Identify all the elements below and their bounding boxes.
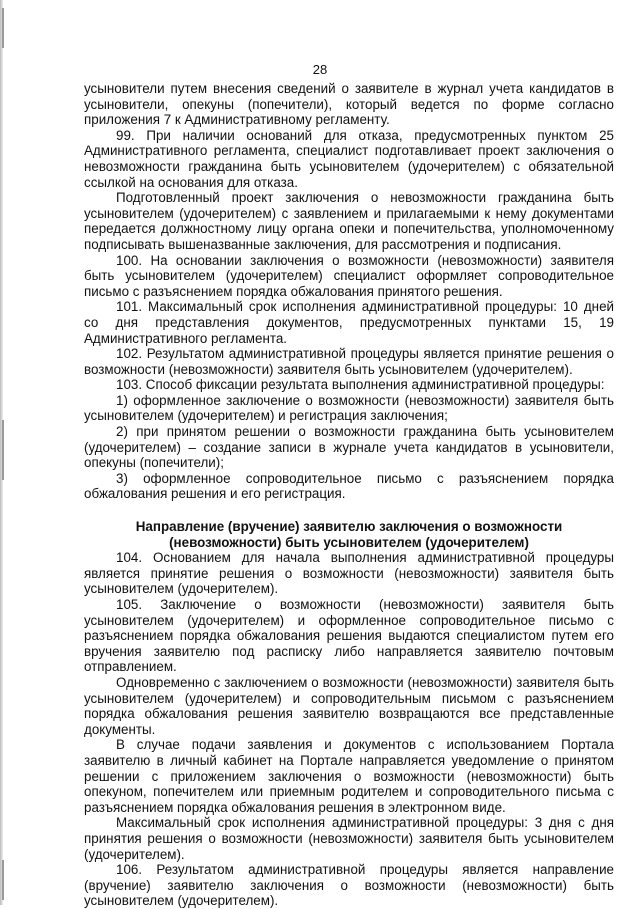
paragraph-105: 105. Заключение о возможности (невозможности) заявителя быть усыновителем (удочерителем) и оформленное сопроводительное письмо с разъяснением порядка обжалования решения выдаются специалистом путем его вручения заявителю под расписку либо направляется заявителю почтовым отправлением. — [84, 597, 614, 675]
list-item-1: 1) оформленное заключение о возможности (невозможности) заявителя быть усыновителем (удочерителем) и регистрация заключения; — [84, 392, 614, 424]
paragraph-105-portal: В случае подачи заявления и документов с использованием Портала заявителю в личный кабинет на Портале направляется уведомление о принятом решении с приложением заключения о возможности (невозможности) быть опекуном, попечителем или приемным родителем и сопроводительного письма с разъяснением порядка обжалования решения в электронном виде. — [84, 737, 614, 815]
paragraph-continuation: усыновители путем внесения сведений о заявителе в журнал учета кандидатов в усыновители, опекуны (попечители), который ведется по форме согласно приложения 7 к Административному регламенту. — [84, 81, 614, 128]
paragraph-100: 100. На основании заключения о возможности (невозможности) заявителя быть усыновителем (удочерителем) специалист оформляет сопроводительное письмо с разъяснением порядка обжалования принятого решения. — [84, 252, 614, 299]
paragraph-105-return-docs: Одновременно с заключением о возможности (невозможности) заявителя быть усыновителем (удочерителем) и сопроводительным письмом с разъяснением порядка обжалования решения заявителю возвращаются все представленные документы. — [84, 674, 614, 737]
list-item-3: 3) оформленное сопроводительное письмо с разъяснением порядка обжалования решения и его регистрация. — [84, 470, 614, 502]
binding-mark — [2, 8, 4, 48]
page-number: 28 — [312, 62, 328, 77]
section-heading: Направление (вручение) заявителю заключения о возможности (невозможности) быть усыновителем (удочерителем) — [135, 519, 563, 550]
paragraph-106: 106. Результатом административной процедуры является направление (вручение) заявителю заключения о возможности (невозможности) быть усыновителем (удочерителем). — [84, 862, 614, 909]
paragraph-99: 99. При наличии оснований для отказа, предусмотренных пунктом 25 Административного регламента, специалист подготавливает проект заключения о невозможности гражданина быть усыновителем (удочерителем) с обязательной ссылкой на основания для отказа. — [84, 127, 614, 190]
paragraph-105-deadline: Максимальный срок исполнения административной процедуры: 3 дня с дня принятия решения о возможности (невозможности) заявителя быть усыновителем (удочерителем). — [84, 815, 614, 862]
paragraph-103: 103. Способ фиксации результата выполнения административной процедуры: — [116, 377, 605, 393]
binding-mark — [2, 860, 4, 900]
paragraph-104: 104. Основанием для начала выполнения административной процедуры является принятие решения о возможности (невозможности) заявителя быть усыновителем (удочерителем). — [84, 550, 614, 597]
list-item-2: 2) при принятом решении о возможности гражданина быть усыновителем (удочерителем) – создание записи в журнале учета кандидатов в усыновители, опекуны (попечители); — [84, 424, 614, 471]
paragraph-99-detail: Подготовленный проект заключения о невозможности гражданина быть усыновителем (удочерителем) с заявлением и прилагаемыми к нему документами передается должностному лицу органа опеки и попечительства, уполномоченному подписывать вышеназванные заключения, для рассмотрения и подписания. — [84, 190, 614, 252]
binding-mark — [2, 420, 4, 480]
document-body — [84, 81, 614, 909]
paragraph-101: 101. Максимальный срок исполнения административной процедуры: 10 дней со дня представления документов, предусмотренных пунктами 15, 19 Административного регламента. — [84, 299, 614, 346]
paragraph-102: 102. Результатом административной процедуры является принятие решения о возможности (невозможности) заявителя быть усыновителем (удочерителем). — [84, 346, 614, 377]
